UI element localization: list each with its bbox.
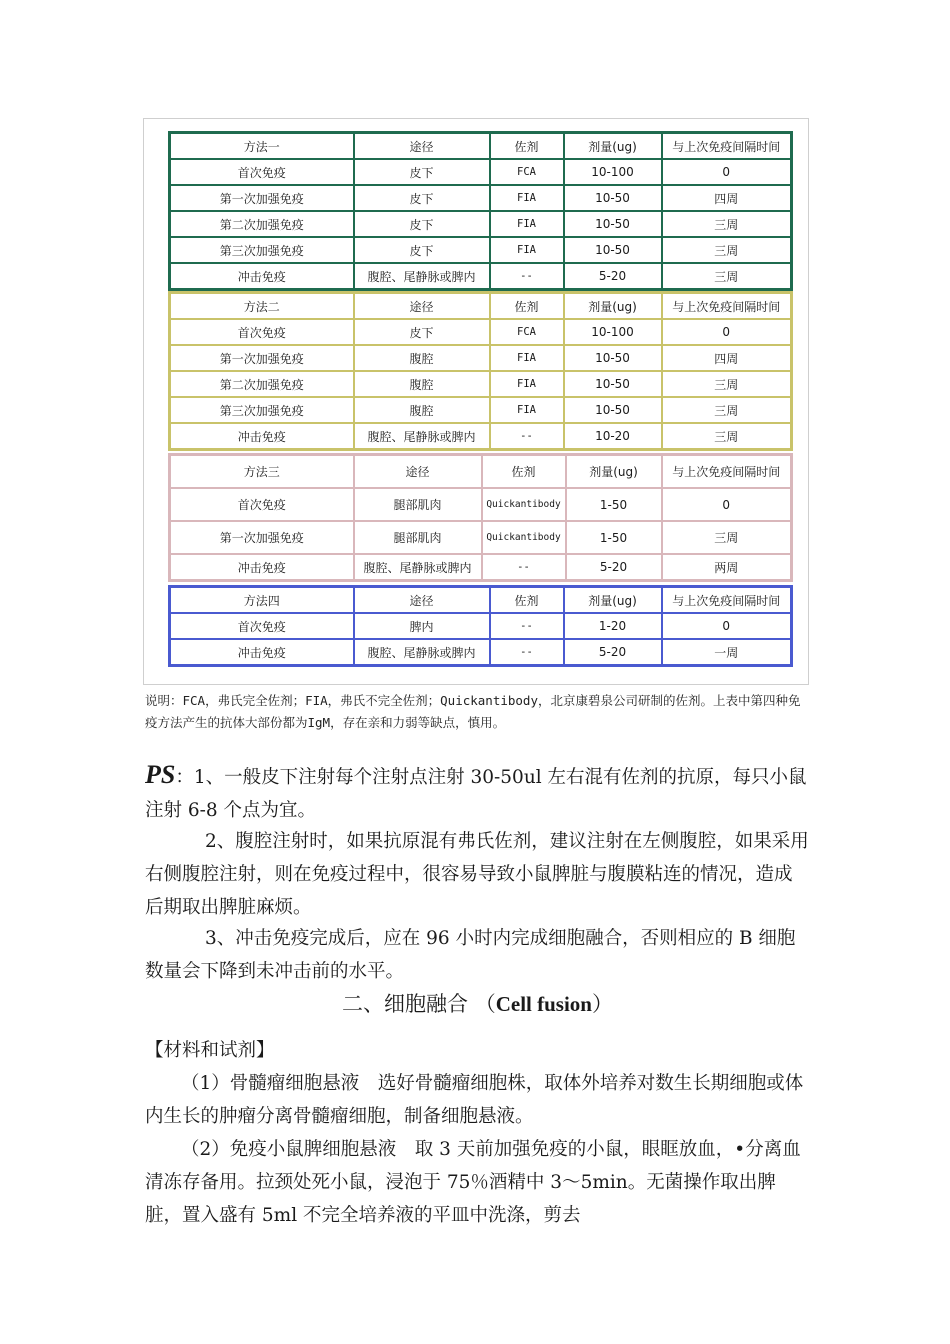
table-row [170,613,792,639]
table-cell: 0 [662,159,792,185]
table-row [170,423,792,450]
header-cell: 剂量(ug) [566,455,662,489]
table-cell: 腹腔 [354,397,490,423]
table-cell: 10-50 [564,397,662,423]
header-cell: 途径 [354,455,482,489]
table-header-row [170,455,792,489]
table-cell: 10-50 [564,211,662,237]
table-cell: 脾内 [354,613,490,639]
header-cell: 剂量(ug) [564,133,662,160]
header-cell: 途径 [354,133,490,160]
table-cell: 第二次加强免疫 [170,371,354,397]
header-cell: 方法二 [170,293,354,320]
table-cell: 首次免疫 [170,159,354,185]
table-cell: 10-50 [564,345,662,371]
table-cell: 皮下 [354,237,490,263]
section-heading [145,988,810,1018]
table-cell: 三周 [662,371,792,397]
table-cell: FIA [490,345,564,371]
materials-heading: 【材料和试剂】 [145,1040,275,1061]
table-cell: 首次免疫 [170,613,354,639]
method2-table [168,291,793,451]
table-cell: 三周 [662,521,792,554]
table-cell: 腹腔 [354,345,490,371]
table-cell: 首次免疫 [170,488,354,521]
table-cell: 腹腔、尾静脉或脾内 [354,639,490,666]
table-row [170,159,792,185]
table-cell: FIA [490,397,564,423]
table-cell: 腿部肌肉 [354,488,482,521]
table-cell: 三周 [662,211,792,237]
table-cell: 第三次加强免疫 [170,237,354,263]
table-cell: 5-20 [564,263,662,290]
table-row [170,397,792,423]
table-cell: 腹腔、尾静脉或脾内 [354,554,482,581]
ps-mark: PS [145,760,176,789]
table-note: 说明：FCA，弗氏完全佐剂；FIA，弗氏不完全佐剂；Quickantibody，北京康碧泉公司研制的佐剂。上表中第四种免疫方法产生的抗体大部份都为IgM，存在亲和力弱等缺点，慎用。 [145,693,801,730]
table-header-row [170,133,792,160]
table-cell: 1-20 [564,613,662,639]
table-row [170,521,792,554]
method4-table [168,585,793,667]
table-cell: -- [490,639,564,666]
header-cell: 佐剂 [490,133,564,160]
header-cell: 佐剂 [490,587,564,614]
table-row [170,319,792,345]
table-cell: 三周 [662,423,792,450]
table-row [170,554,792,581]
table-cell: 四周 [662,345,792,371]
ps-item-1-text: ：1、一般皮下注射每个注射点注射 30-50ul 左右混有佐剂的抗原，每只小鼠注射 6-8 个点为宜。 [145,767,807,821]
table-cell: 10-20 [564,423,662,450]
method3-table [168,453,793,582]
header-cell: 佐剂 [490,293,564,320]
ps-item-2: 2、腹腔注射时，如果抗原混有弗氏佐剂，建议注射在左侧腹腔，如果采用右侧腹腔注射，则在免疫过程中，很容易导致小鼠脾脏与腹膜粘连的情况，造成后期取出脾脏麻烦。 [145,831,809,918]
table-cell: 一周 [662,639,792,666]
header-cell: 与上次免疫间隔时间 [662,133,792,160]
table-cell: 四周 [662,185,792,211]
table-cell: 0 [662,613,792,639]
table-cell: 0 [662,319,792,345]
ps-item-1 [145,758,810,827]
table-row [170,488,792,521]
table-row [170,237,792,263]
table-cell: 0 [662,488,792,521]
table-cell: 5-20 [564,639,662,666]
header-cell: 方法三 [170,455,354,489]
header-cell: 与上次免疫间隔时间 [662,455,792,489]
table-cell: 腹腔、尾静脉或脾内 [354,263,490,290]
table-cell: 第一次加强免疫 [170,345,354,371]
table-cell: 第一次加强免疫 [170,185,354,211]
method1-table [168,131,793,291]
table-cell: 1-50 [566,488,662,521]
materials-paragraph-1: （1）骨髓瘤细胞悬液 选好骨髓瘤细胞株，取体外培养对数生长期细胞或体内生长的肿瘤分离骨髓瘤细胞，制备细胞悬液。 [145,1073,804,1127]
table-row [170,371,792,397]
section-title-en: Cell fusion [495,992,592,1016]
table-cell: 皮下 [354,185,490,211]
table-header-row [170,587,792,614]
table-cell: 10-50 [564,185,662,211]
table-cell: 皮下 [354,319,490,345]
table-row [170,263,792,290]
table-cell: FIA [490,185,564,211]
header-cell: 佐剂 [482,455,566,489]
table-cell: 冲击免疫 [170,423,354,450]
table-cell: 皮下 [354,211,490,237]
table-row [170,211,792,237]
table-cell: FIA [490,237,564,263]
header-cell: 剂量(ug) [564,293,662,320]
table-cell: 10-50 [564,371,662,397]
table-cell: 首次免疫 [170,319,354,345]
table-row [170,639,792,666]
header-cell: 途径 [354,587,490,614]
header-cell: 方法一 [170,133,354,160]
table-cell: -- [482,554,566,581]
table-cell: 腹腔 [354,371,490,397]
table-row [170,185,792,211]
table-cell: Quickantibody [482,521,566,554]
table-row [170,345,792,371]
table-cell: 冲击免疫 [170,639,354,666]
table-cell: -- [490,263,564,290]
table-cell: 皮下 [354,159,490,185]
section-title-cn: 二、细胞融合 （ [342,992,496,1016]
header-cell: 与上次免疫间隔时间 [662,587,792,614]
header-cell: 与上次免疫间隔时间 [662,293,792,320]
table-cell: 第一次加强免疫 [170,521,354,554]
table-cell: 10-100 [564,319,662,345]
table-cell: FCA [490,319,564,345]
header-cell: 剂量(ug) [564,587,662,614]
table-cell: 三周 [662,397,792,423]
table-cell: 5-20 [566,554,662,581]
table-cell: 第三次加强免疫 [170,397,354,423]
table-cell: 三周 [662,237,792,263]
table-cell: 三周 [662,263,792,290]
table-cell: 第二次加强免疫 [170,211,354,237]
table-cell: FIA [490,211,564,237]
table-cell: 两周 [662,554,792,581]
table-cell: 冲击免疫 [170,263,354,290]
table-header-row [170,293,792,320]
header-cell: 方法四 [170,587,354,614]
table-cell: -- [490,423,564,450]
section-title-close: ） [591,992,613,1016]
table-cell: 腿部肌肉 [354,521,482,554]
table-cell: 冲击免疫 [170,554,354,581]
header-cell: 途径 [354,293,490,320]
ps-item-3: 3、冲击免疫完成后，应在 96 小时内完成细胞融合，否则相应的 B 细胞数量会下降到未冲击前的水平。 [145,928,796,982]
table-cell: 腹腔、尾静脉或脾内 [354,423,490,450]
table-cell: 10-50 [564,237,662,263]
table-cell: FCA [490,159,564,185]
table-cell: -- [490,613,564,639]
table-cell: FIA [490,371,564,397]
table-cell: 1-50 [566,521,662,554]
table-cell: Quickantibody [482,488,566,521]
materials-paragraph-2: （2）免疫小鼠脾细胞悬液 取 3 天前加强免疫的小鼠，眼眶放血，•分离血清冻存备用。拉颈处死小鼠，浸泡于 75％酒精中 3～5min。无菌操作取出脾脏，置入盛有 5ml 不完全培养液的平皿中洗涤，剪去 [145,1139,801,1226]
table-cell: 10-100 [564,159,662,185]
